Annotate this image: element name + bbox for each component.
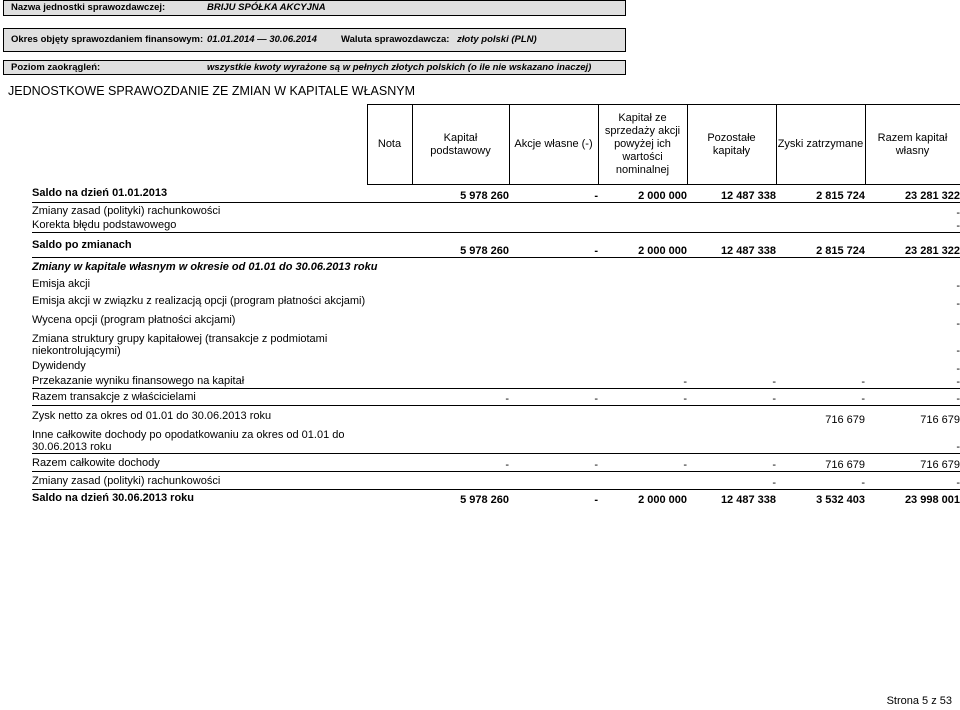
row-value: - bbox=[509, 233, 598, 258]
row-value: 23 281 322 bbox=[865, 233, 960, 258]
row-value bbox=[412, 330, 509, 357]
header-row-company bbox=[3, 0, 626, 16]
company-label: Nazwa jednostki sprawozdawczej: bbox=[11, 2, 166, 13]
col-nota: Nota bbox=[367, 105, 412, 185]
table-row bbox=[32, 490, 960, 506]
row-label: Korekta błędu podstawowego bbox=[32, 219, 367, 233]
table-row bbox=[32, 310, 960, 330]
row-value bbox=[509, 258, 598, 276]
row-label: Zmiany zasad (polityki) rachunkowości bbox=[32, 204, 221, 217]
row-value bbox=[598, 276, 687, 292]
period-label: Okres objęty sprawozdaniem finansowym: bbox=[11, 34, 204, 45]
row-value bbox=[367, 276, 412, 292]
row-value bbox=[367, 490, 412, 506]
row-value bbox=[509, 219, 598, 233]
row-value bbox=[776, 219, 865, 233]
row-value bbox=[598, 310, 687, 330]
header-row-period bbox=[3, 28, 626, 52]
row-value bbox=[412, 472, 509, 490]
row-value bbox=[687, 357, 776, 375]
row-value bbox=[412, 219, 509, 233]
table-row bbox=[32, 276, 960, 292]
row-value bbox=[509, 292, 598, 310]
row-value: - bbox=[509, 389, 598, 406]
row-label: Inne całkowite dochody po opodatkowaniu za okres od 01.01 do 30.06.2013 roku bbox=[32, 426, 367, 454]
row-value bbox=[598, 219, 687, 233]
row-label: Saldo po zmianach bbox=[32, 233, 367, 258]
row-value: - bbox=[865, 219, 960, 233]
row-value: - bbox=[776, 472, 865, 490]
currency-value: złoty polski (PLN) bbox=[457, 34, 537, 45]
row-value: - bbox=[509, 185, 598, 203]
row-value bbox=[687, 219, 776, 233]
row-value bbox=[367, 375, 412, 389]
row-label: Razem całkowite dochody bbox=[32, 454, 367, 472]
period-value: 01.01.2014 — 30.06.2014 bbox=[207, 34, 317, 45]
row-value bbox=[367, 185, 412, 203]
row-value bbox=[367, 203, 412, 219]
row-value: - bbox=[687, 375, 776, 389]
row-value: - bbox=[687, 472, 776, 490]
row-value: 2 000 000 bbox=[638, 493, 687, 506]
row-value bbox=[776, 203, 865, 219]
row-value bbox=[687, 330, 776, 357]
row-value bbox=[367, 389, 412, 406]
row-value: 716 679 bbox=[865, 454, 960, 472]
row-value: 716 679 bbox=[825, 413, 865, 426]
table-row bbox=[32, 233, 960, 258]
row-value: - bbox=[412, 454, 509, 472]
row-value: - bbox=[956, 344, 960, 357]
row-label: Saldo na dzień 30.06.2013 roku bbox=[32, 491, 195, 504]
row-value: 716 679 bbox=[920, 413, 960, 426]
row-value bbox=[776, 310, 865, 330]
row-value bbox=[687, 406, 776, 426]
row-value bbox=[412, 258, 509, 276]
row-value bbox=[687, 276, 776, 292]
rounding-value: wszystkie kwoty wyrażone są w pełnych złotych polskich (o ile nie wskazano inaczej) bbox=[207, 62, 592, 73]
row-value bbox=[509, 310, 598, 330]
table-row bbox=[32, 185, 960, 203]
row-value: 12 487 338 bbox=[687, 185, 776, 203]
rounding-label: Poziom zaokrągleń: bbox=[11, 62, 101, 73]
row-value bbox=[412, 357, 509, 375]
row-value bbox=[367, 406, 412, 426]
row-value: - bbox=[865, 375, 960, 389]
table-row bbox=[32, 219, 960, 233]
row-value: 2 000 000 bbox=[598, 233, 687, 258]
row-label: Emisja akcji w związku z realizacją opcji (program płatności akcjami) bbox=[32, 294, 366, 307]
row-value: 716 679 bbox=[776, 454, 865, 472]
row-value bbox=[509, 426, 598, 454]
statement-title: JEDNOSTKOWE SPRAWOZDANIE ZE ZMIAN W KAPITALE WŁASNYM bbox=[8, 84, 415, 98]
row-value bbox=[412, 292, 509, 310]
row-value bbox=[509, 357, 598, 375]
row-value bbox=[412, 375, 509, 389]
row-value bbox=[598, 258, 687, 276]
col-razem: Razem kapitał własny bbox=[865, 105, 960, 185]
table-row bbox=[32, 406, 960, 426]
company-value: BRIJU SPÓŁKA AKCYJNA bbox=[207, 2, 326, 13]
table-row bbox=[32, 330, 960, 357]
row-value bbox=[367, 310, 412, 330]
col-kapital-ze-sprzedazy: Kapitał ze sprzedaży akcji powyżej ich wartości nominalnej bbox=[598, 105, 687, 185]
row-value bbox=[598, 357, 687, 375]
row-value bbox=[687, 203, 776, 219]
table-row bbox=[32, 292, 960, 310]
row-value bbox=[598, 292, 687, 310]
table-row bbox=[32, 375, 960, 389]
row-value bbox=[598, 330, 687, 357]
row-label: Zmiany zasad (polityki) rachunkowości bbox=[32, 472, 367, 490]
row-value bbox=[367, 219, 412, 233]
row-value: - bbox=[956, 297, 960, 310]
row-value bbox=[776, 330, 865, 357]
row-value bbox=[367, 233, 412, 258]
col-pozostale-kapitaly: Pozostałe kapitały bbox=[687, 105, 776, 185]
row-value bbox=[776, 292, 865, 310]
row-value: - bbox=[594, 493, 598, 506]
row-value bbox=[412, 426, 509, 454]
row-value: 2 000 000 bbox=[598, 185, 687, 203]
row-value: - bbox=[956, 279, 960, 292]
page-number: Strona 5 z 53 bbox=[886, 695, 952, 707]
table-row bbox=[32, 472, 960, 490]
row-value: - bbox=[598, 375, 687, 389]
table-row bbox=[32, 454, 960, 472]
row-value: 12 487 338 bbox=[720, 493, 776, 506]
row-value bbox=[509, 203, 598, 219]
col-akcje-wlasne: Akcje własne (-) bbox=[509, 105, 598, 185]
row-label: Zysk netto za okres od 01.01 do 30.06.2013 roku bbox=[32, 409, 272, 422]
row-value: 5 978 260 bbox=[412, 185, 509, 203]
row-label: Emisja akcji bbox=[32, 277, 91, 290]
header-row-rounding bbox=[3, 60, 626, 75]
table-row bbox=[32, 357, 960, 375]
row-value: - bbox=[865, 472, 960, 490]
row-value bbox=[367, 357, 412, 375]
col-kapital-podstawowy: Kapitał podstawowy bbox=[412, 105, 509, 185]
row-value: 2 815 724 bbox=[776, 185, 865, 203]
table-row bbox=[32, 426, 960, 454]
row-value: - bbox=[865, 389, 960, 406]
row-value: 5 978 260 bbox=[460, 493, 509, 506]
row-value: - bbox=[412, 389, 509, 406]
row-value: - bbox=[956, 206, 960, 219]
row-value: 3 532 403 bbox=[816, 493, 865, 506]
row-value bbox=[865, 258, 960, 276]
row-value bbox=[509, 472, 598, 490]
equity-changes-table bbox=[32, 104, 960, 506]
row-value: - bbox=[598, 454, 687, 472]
row-value bbox=[412, 276, 509, 292]
row-value bbox=[367, 472, 412, 490]
row-value: - bbox=[687, 389, 776, 406]
row-label: Saldo na dzień 01.01.2013 bbox=[32, 185, 367, 203]
row-value bbox=[598, 203, 687, 219]
row-value: - bbox=[865, 426, 960, 454]
row-value: 23 281 322 bbox=[865, 185, 960, 203]
row-value bbox=[776, 258, 865, 276]
column-header-row bbox=[32, 105, 960, 185]
row-value: - bbox=[776, 389, 865, 406]
row-value: - bbox=[687, 454, 776, 472]
row-label: Przekazanie wyniku finansowego na kapitał bbox=[32, 375, 367, 389]
table-row bbox=[32, 203, 960, 219]
row-value bbox=[412, 203, 509, 219]
row-label: Dywidendy bbox=[32, 359, 86, 372]
row-value bbox=[367, 292, 412, 310]
row-label: Razem transakcje z właścicielami bbox=[32, 389, 367, 406]
row-value bbox=[776, 357, 865, 375]
row-value bbox=[687, 258, 776, 276]
row-value bbox=[367, 426, 412, 454]
row-value: 12 487 338 bbox=[687, 233, 776, 258]
row-label: Zmiana struktury grupy kapitałowej (transakcje z podmiotami niekontrolującymi) bbox=[32, 332, 328, 357]
row-value: - bbox=[598, 389, 687, 406]
row-label: Wycena opcji (program płatności akcjami) bbox=[32, 313, 236, 326]
header-blank bbox=[32, 105, 367, 185]
table-row bbox=[32, 258, 960, 276]
row-value: 23 998 001 bbox=[904, 493, 960, 506]
row-value: 2 815 724 bbox=[776, 233, 865, 258]
row-value bbox=[509, 375, 598, 389]
row-value: 5 978 260 bbox=[412, 233, 509, 258]
row-value bbox=[367, 454, 412, 472]
row-value bbox=[687, 426, 776, 454]
row-value bbox=[412, 310, 509, 330]
row-value bbox=[687, 310, 776, 330]
row-value: - bbox=[776, 375, 865, 389]
row-value: - bbox=[956, 362, 960, 375]
row-value bbox=[598, 472, 687, 490]
row-value bbox=[598, 426, 687, 454]
row-value bbox=[509, 406, 598, 426]
row-value bbox=[367, 330, 412, 357]
row-value bbox=[776, 426, 865, 454]
col-zyski-zatrzymane: Zyski zatrzymane bbox=[776, 105, 865, 185]
row-value bbox=[776, 276, 865, 292]
row-value bbox=[412, 406, 509, 426]
row-value bbox=[687, 292, 776, 310]
row-value: - bbox=[509, 454, 598, 472]
currency-label: Waluta sprawozdawcza: bbox=[341, 34, 450, 45]
table-row bbox=[32, 389, 960, 406]
row-value bbox=[509, 276, 598, 292]
row-label: Zmiany w kapitale własnym w okresie od 01.01 do 30.06.2013 roku bbox=[32, 260, 378, 273]
row-value bbox=[598, 406, 687, 426]
row-value bbox=[509, 330, 598, 357]
row-value: - bbox=[956, 317, 960, 330]
